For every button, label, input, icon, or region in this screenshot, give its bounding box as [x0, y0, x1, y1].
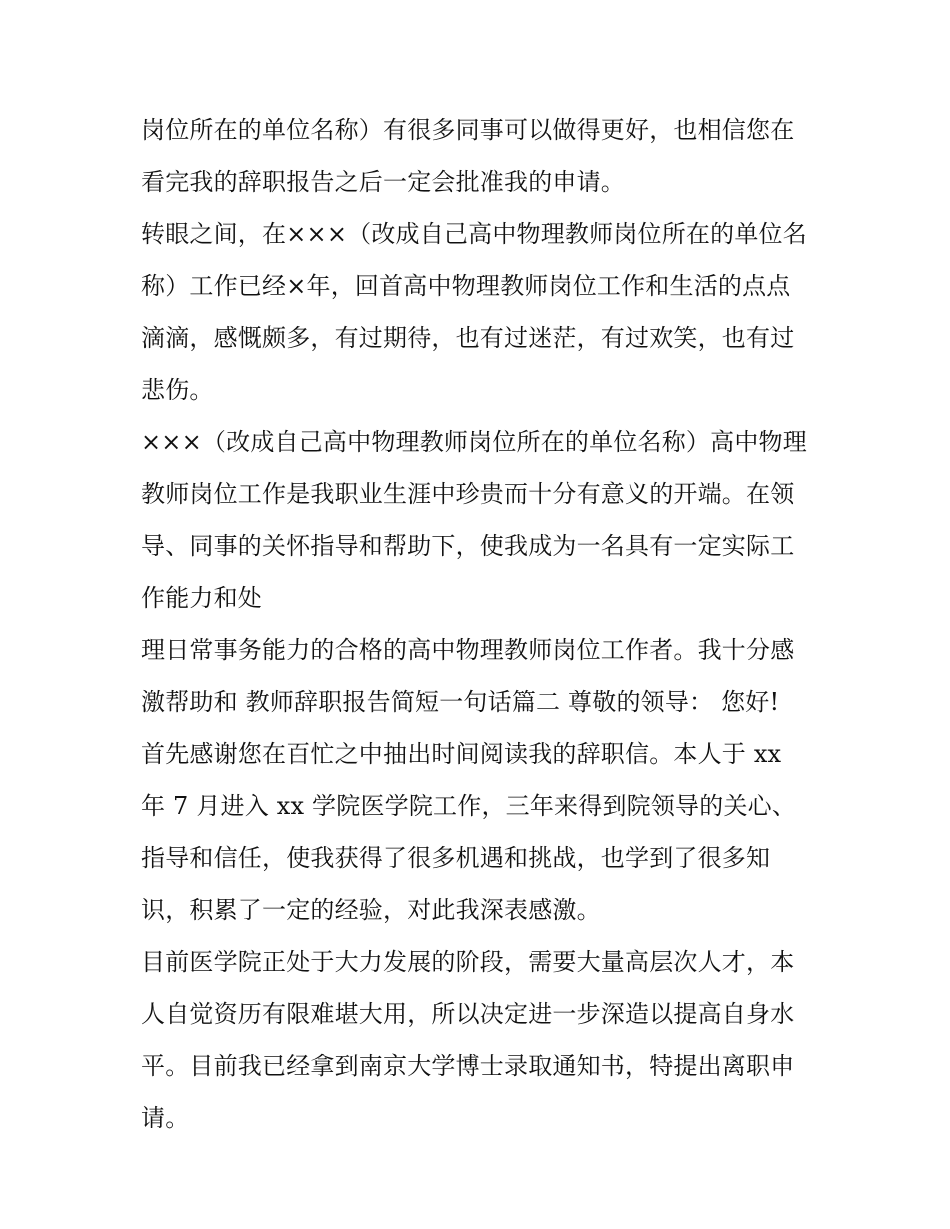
text-line: 看完我的辞职报告之后一定会批准我的申请。	[141, 168, 625, 196]
text-line: 岗位所在的单位名称）有很多同事可以做得更好，也相信您在	[141, 116, 795, 144]
text-line: 作能力和处	[141, 584, 262, 612]
text-line: 识，积累了一定的经验，对此我深表感激。	[141, 896, 601, 924]
text-line: 称）工作已经×年，回首高中物理教师岗位工作和生活的点点	[141, 272, 791, 300]
text-line: 滴滴，感慨颇多，有过期待，也有过迷茫，有过欢笑，也有过	[141, 324, 795, 352]
text-line: 平。目前我已经拿到南京大学博士录取通知书，特提出离职申	[141, 1052, 795, 1080]
text-line: 首先感谢您在百忙之中抽出时间阅读我的辞职信。本人于 xx	[141, 740, 782, 768]
text-line: 年 7 月进入 xx 学院医学院工作，三年来得到院领导的关心、	[141, 792, 797, 820]
text-line: 请。	[141, 1104, 190, 1132]
text-line: 导、同事的关怀指导和帮助下，使我成为一名具有一定实际工	[141, 532, 795, 560]
text-line: 理日常事务能力的合格的高中物理教师岗位工作者。我十分感	[141, 636, 795, 664]
text-line: 指导和信任，使我获得了很多机遇和挑战，也学到了很多知	[141, 844, 771, 872]
text-line: 目前医学院正处于大力发展的阶段，需要大量高层次人才，本	[141, 948, 795, 976]
text-line: 激帮助和 教师辞职报告简短一句话篇二 尊敬的领导： 您好!	[141, 688, 780, 716]
body-text	[141, 104, 821, 1144]
text-line: 转眼之间，在×××（改成自己高中物理教师岗位所在的单位名	[141, 220, 807, 248]
text-line: ×××（改成自己高中物理教师岗位所在的单位名称）高中物理	[141, 428, 807, 456]
text-line: 人自觉资历有限难堪大用，所以决定进一步深造以提高自身水	[141, 1000, 795, 1028]
text-line: 悲伤。	[141, 376, 214, 404]
text-line: 教师岗位工作是我职业生涯中珍贵而十分有意义的开端。在领	[141, 480, 795, 508]
